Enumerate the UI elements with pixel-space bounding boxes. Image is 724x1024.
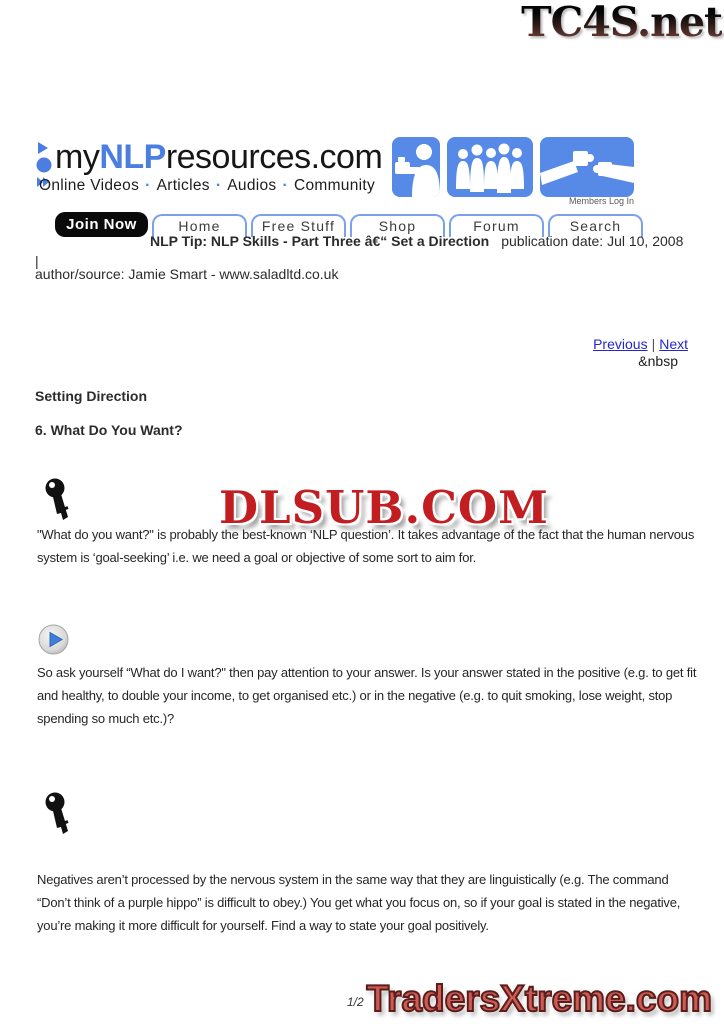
community-people-image: [447, 137, 533, 197]
links-separator: |: [651, 336, 656, 352]
video-camera-image: [392, 137, 440, 197]
play-button[interactable]: [38, 624, 69, 655]
logo-tagline: [39, 177, 375, 195]
pipe-separator: |: [35, 253, 39, 269]
article-title: NLP Tip: NLP Skills - Part Three â€“ Set a Direction: [150, 233, 490, 249]
tagline-item: Community: [293, 177, 376, 194]
header-banner-images: [392, 137, 634, 197]
tab-free-stuff[interactable]: Free Stuff: [251, 214, 346, 237]
tab-home[interactable]: Home: [152, 214, 247, 237]
tagline-item: Articles: [156, 177, 210, 194]
paragraph-3: Negatives aren’t processed by the nervous system in the same way that they are linguistically (e.g. The command “Don’t think of a purple hippo” is difficult to obey.) You get what you focus on, so if your goal is stated in the negative, you’re making it more difficult for yourself. Find a way to state your goal positively.: [37, 872, 681, 933]
section-heading-what-do-you-want: 6. What Do You Want?: [35, 422, 183, 438]
key-icon: [40, 477, 76, 525]
key-icon: [40, 791, 76, 839]
site-logo[interactable]: [55, 138, 382, 177]
paragraph-2: So ask yourself “What do I want?" then pay attention to your answer. Is your answer stated in the positive (e.g. to get fit and healthy, to double your income, to get organised etc.) or in the negative (e.g. to quit smoking, lose weight, stop spending so much etc.)?: [37, 665, 697, 726]
tagline-item: Online Videos: [39, 177, 140, 194]
previous-link[interactable]: Previous: [593, 336, 648, 352]
tradersxtreme-watermark: TradersXtreme.com: [366, 978, 712, 1019]
article-title-line: [150, 233, 683, 249]
tagline-separator: ·: [282, 177, 288, 194]
next-link[interactable]: Next: [659, 336, 688, 352]
section-heading-setting-direction: Setting Direction: [35, 388, 148, 404]
nbsp-text: &nbsp: [638, 353, 678, 369]
tab-shop[interactable]: Shop: [350, 214, 445, 237]
pagination-links: [593, 336, 688, 352]
tc4s-watermark: TC4S.net: [521, 0, 722, 46]
tagline-separator: ·: [215, 177, 222, 194]
join-now-tab[interactable]: Join Now: [55, 212, 148, 237]
author-line: author/source: Jamie Smart - www.saladltd.co.uk: [35, 266, 339, 282]
tab-forum[interactable]: Forum: [449, 214, 544, 237]
members-login-label: Members Log In: [568, 196, 634, 206]
publication-date: publication date: Jul 10, 2008: [501, 233, 684, 249]
tab-search[interactable]: Search: [548, 214, 643, 237]
tagline-separator: ·: [145, 177, 151, 194]
logo-text-nlp: NLP: [99, 138, 166, 176]
dlsub-watermark: DLSUB.COM: [219, 481, 549, 534]
tagline-item: Audios: [227, 177, 277, 194]
paragraph-1: "What do you want?" is probably the best-known ‘NLP question’. It takes advantage of the fact that the human nervous system is ‘goal-seeking’ i.e. we need a goal or objective of some sort to aim for.: [37, 527, 695, 565]
logo-text-rest: resources.com: [165, 138, 383, 176]
page-number: 1/2: [347, 995, 364, 1009]
logo-text-my: my: [55, 138, 100, 176]
puzzle-hands-image: [540, 137, 634, 197]
